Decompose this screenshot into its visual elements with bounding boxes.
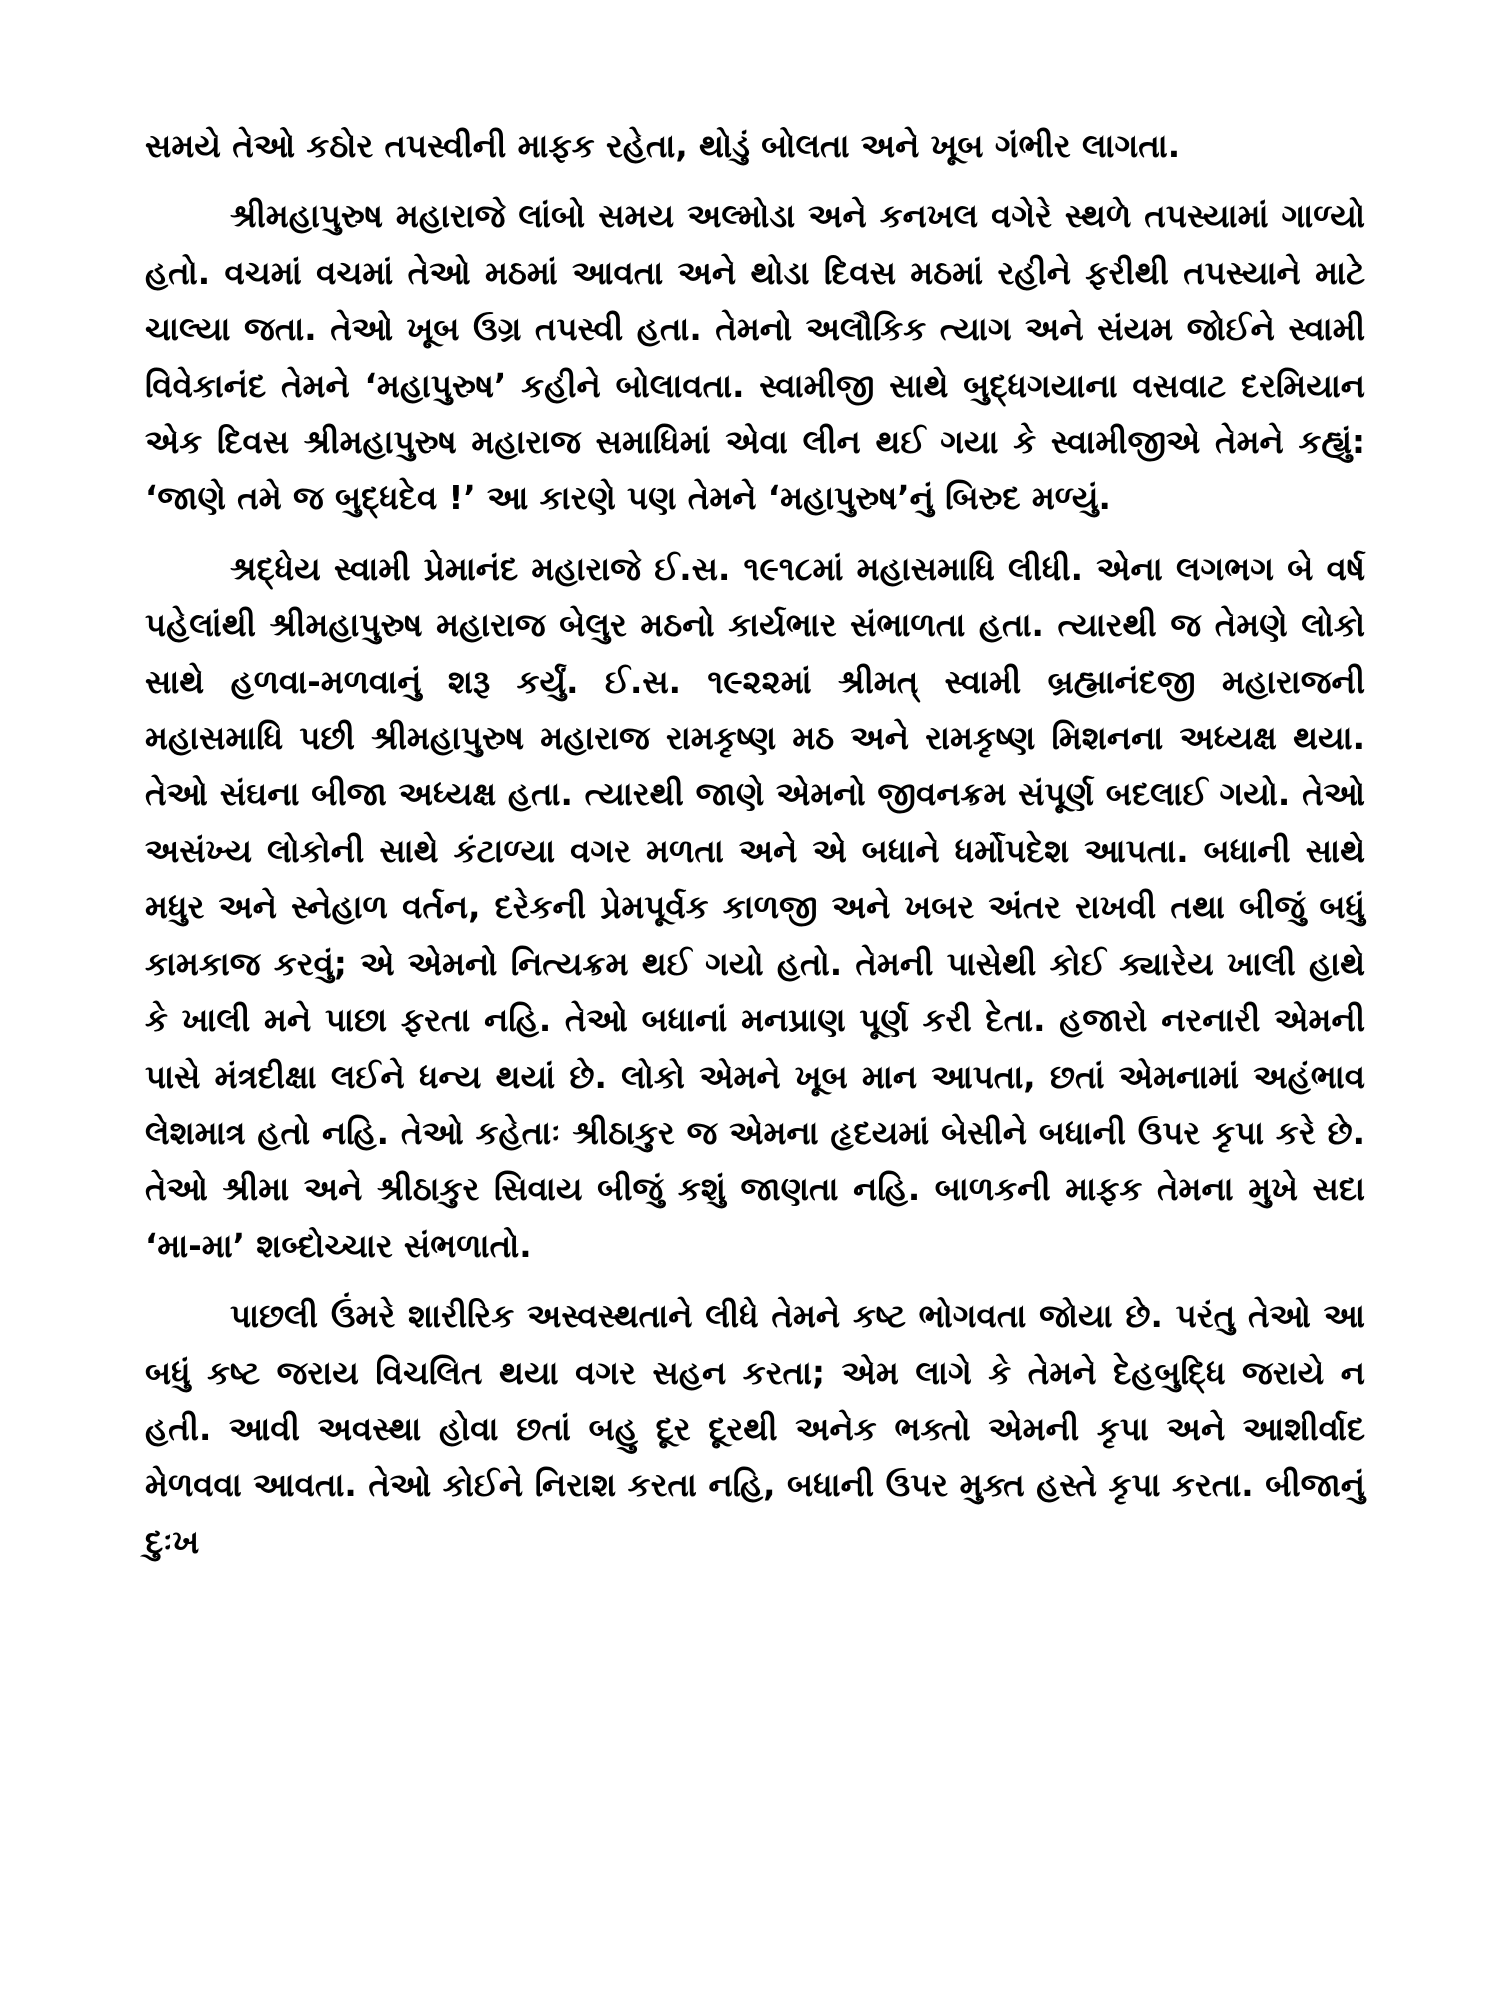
body-text: [145, 118, 1365, 1584]
paragraph-2: શ્રીમહાપુરુષ મહારાજે લાંબો સમય અલ્મોડા અને કનખલ વગેરે સ્થળે તપસ્યામાં ગાળ્યો હતો. વચમાં વચમાં તેઓ મઠમાં આવતા અને થોડા દિવસ મઠમાં રહીને ફરીથી તપસ્યાને માટે ચાલ્યા જતા. તેઓ ખૂબ ઉગ્ર તપસ્વી હતા. તેમનો અલૌકિક ત્યાગ અને સંયમ જોઈને સ્વામી વિવેકાનંદ તેમને ‘મહાપુરુષ’ કહીને બોલાવતા. સ્વામીજી સાથે બુદ્ધગયાના વસવાટ દરમિયાન એક દિવસ શ્રીમહાપુરુષ મહારાજ સમાધિમાં એવા લીન થઈ ગયા કે સ્વામીજીએ તેમને કહ્યું: ‘જાણે તમે જ બુદ્ધદેવ !’ આ કારણે પણ તેમને ‘મહાપુરુષ’નું બિરુદ મળ્યું.: [145, 197, 1365, 518]
paragraph-3: શ્રદ્ધેય સ્વામી પ્રેમાનંદ મહારાજે ઈ.સ. ૧૯૧૮માં મહાસમાધિ લીધી. એના લગભગ બે વર્ષ પહેલાંથી શ્રીમહાપુરુષ મહારાજ બેલુર મઠનો કાર્યભાર સંભાળતા હતા. ત્યારથી જ તેમણે લોકો સાથે હળવા-મળવાનું શરૂ કર્યું. ઈ.સ. ૧૯૨૨માં શ્રીમત્ સ્વામી બ્રહ્માનંદજી મહારાજની મહાસમાધિ પછી શ્રીમહાપુરુષ મહારાજ રામકૃષ્ણ મઠ અને રામકૃષ્ણ મિશનના અધ્યક્ષ થયા. તેઓ સંઘના બીજા અધ્યક્ષ હતા. ત્યારથી જાણે એમનો જીવનક્રમ સંપૂર્ણ બદલાઈ ગયો. તેઓ અસંખ્ય લોકોની સાથે કંટાળ્યા વગર મળતા અને એ બધાને ધર્મોપદેશ આપતા. બધાની સાથે મધુર અને સ્નેહાળ વર્તન, દરેકની પ્રેમપૂર્વક કાળજી અને ખબર અંતર રાખવી તથા બીજું બધું કામકાજ કરવું; એ એમનો નિત્યક્રમ થઈ ગયો હતો. તેમની પાસેથી કોઈ ક્યારેય ખાલી હાથે કે ખાલી મને પાછા ફરતા નહિ. તેઓ બધાનાં મનપ્રાણ પૂર્ણ કરી દેતા. હજારો નરનારી એમની પાસે મંત્રદીક્ષા લઈને ધન્ય થયાં છે. લોકો એમને ખૂબ માન આપતા, છતાં એમનામાં અહંભાવ લેશમાત્ર હતો નહિ. તેઓ કહેતાઃ શ્રીઠાકુર જ એમના હૃદયમાં બેસીને બધાની ઉપર કૃપા કરે છે. તેઓ શ્રીમા અને શ્રીઠાકુર સિવાય બીજું કશું જાણતા નહિ. બાળકની માફક તેમના મુખે સદા ‘મા-મા’ શબ્દોચ્ચાર સંભળાતો.: [145, 549, 1365, 1265]
paragraph-1: સમયે તેઓ કઠોર તપસ્વીની માફક રહેતા, થોડું બોલતા અને ખૂબ ગંભીર લાગતા.: [145, 127, 1181, 165]
paragraph-4: પાછલી ઉંમરે શારીરિક અસ્વસ્થતાને લીધે તેમને કષ્ટ ભોગવતા જોયા છે. પરંતુ તેઓ આ બધું કષ્ટ જરાય વિચલિત થયા વગર સહન કરતા; એમ લાગે કે તેમને દેહબુદ્ધિ જરાયે ન હતી. આવી અવસ્થા હોવા છતાં બહુ દૂર દૂરથી અનેક ભક્તો એમની કૃપા અને આશીર્વાદ મેળવવા આવતા. તેઓ કોઈને નિરાશ કરતા નહિ, બધાની ઉપર મુક્ત હસ્તે કૃપા કરતા. બીજાનું દુઃખ: [145, 1297, 1365, 1561]
